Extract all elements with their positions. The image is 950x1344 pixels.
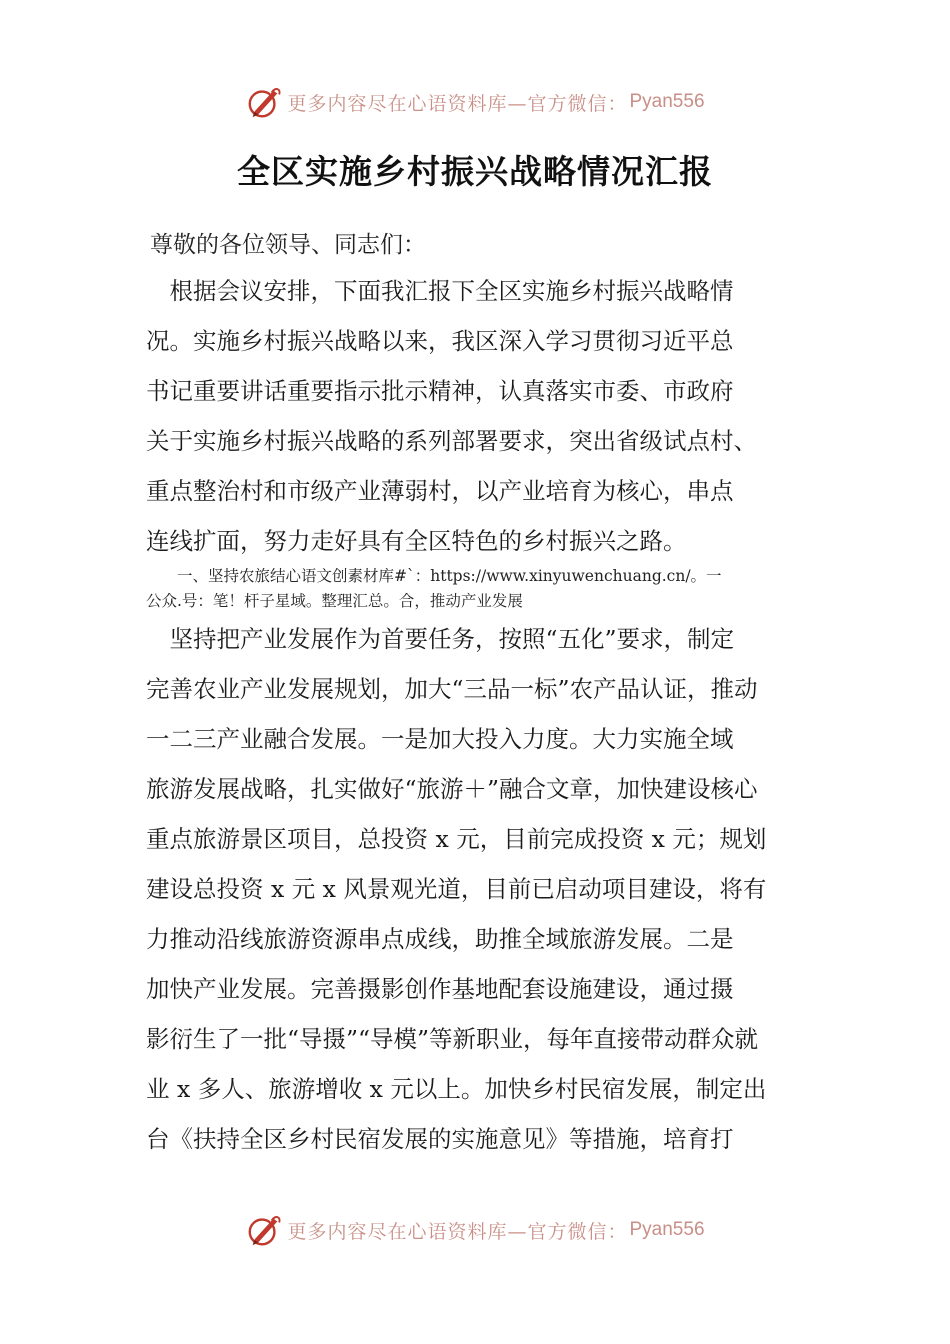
paragraph-line: 重点整治村和市级产业薄弱村，以产业培育为核心，串点 (146, 477, 734, 505)
paragraph-line: 坚持把产业发展作为首要任务，按照“五化”要求，制定 (146, 625, 735, 653)
paragraph-line: 力推动沿线旅游资源串点成线，助推全域旅游发展。二是 (146, 925, 734, 953)
paragraph-line: 连线扩面，努力走好具有全区特色的乡村振兴之路。 (146, 527, 687, 555)
section-heading (146, 564, 806, 614)
paragraph-line: 关于实施乡村振兴战略的系列部署要求，突出省级试点村、 (146, 427, 757, 455)
paragraph-line: 加快产业发展。完善摄影创作基地配套设施建设，通过摄 (146, 975, 734, 1003)
banner-wechat-id: Pyan556 (629, 91, 705, 112)
pen-in-circle-icon (245, 83, 283, 121)
footer-watermark-banner (0, 1208, 950, 1252)
paragraph-line: 况。实施乡村振兴战略以来，我区深入学习贯彻习近平总 (146, 327, 734, 355)
paragraph-line: 书记重要讲话重要指示批示精神，认真落实市委、市政府 (146, 377, 734, 405)
paragraph-line: 重点旅游景区项目，总投资 x 元，目前完成投资 x 元；规划 (146, 825, 767, 853)
paragraph-line: 完善农业产业发展规划，加大“三品一标”农产品认证，推动 (146, 675, 758, 703)
banner-text: 更多内容尽在心语资料库—官方微信： (287, 92, 628, 115)
paragraph-line: 台《扶持全区乡村民宿发展的实施意见》等措施，培育打 (146, 1125, 734, 1153)
pen-in-circle-icon (245, 1211, 283, 1249)
paragraph-line: 一二三产业融合发展。一是加大投入力度。大力实施全域 (146, 725, 734, 753)
section-heading-line: 公众.号：笔！杆子星域。整理汇总。合，推动产业发展 (146, 592, 523, 610)
banner-text: 更多内容尽在心语资料库—官方微信： (287, 1220, 628, 1243)
paragraph-line: 根据会议安排，下面我汇报下全区实施乡村振兴战略情 (146, 277, 734, 305)
salutation: 尊敬的各位领导、同志们： (150, 232, 426, 258)
paragraph-line: 建设总投资 x 元 x 风景观光道，目前已启动项目建设，将有 (146, 875, 767, 903)
document-title: 全区实施乡村振兴战略情况汇报 (237, 152, 713, 191)
paragraph-intro (146, 266, 806, 566)
header-watermark-banner (0, 80, 950, 124)
paragraph-line: 影衍生了一批“导摄”“导模”等新职业，每年直接带动群众就 (146, 1025, 759, 1053)
section-heading-line: 一、坚持农旅结心语文创素材库#`：https://www.xinyuwenchuang.cn/。一 (146, 567, 722, 585)
paragraph-industry (146, 614, 806, 1164)
banner-wechat-id: Pyan556 (629, 1219, 705, 1240)
paragraph-line: 旅游发展战略，扎实做好“旅游＋”融合文章，加快建设核心 (146, 775, 758, 803)
paragraph-line: 业 x 多人、旅游增收 x 元以上。加快乡村民宿发展，制定出 (146, 1075, 767, 1103)
